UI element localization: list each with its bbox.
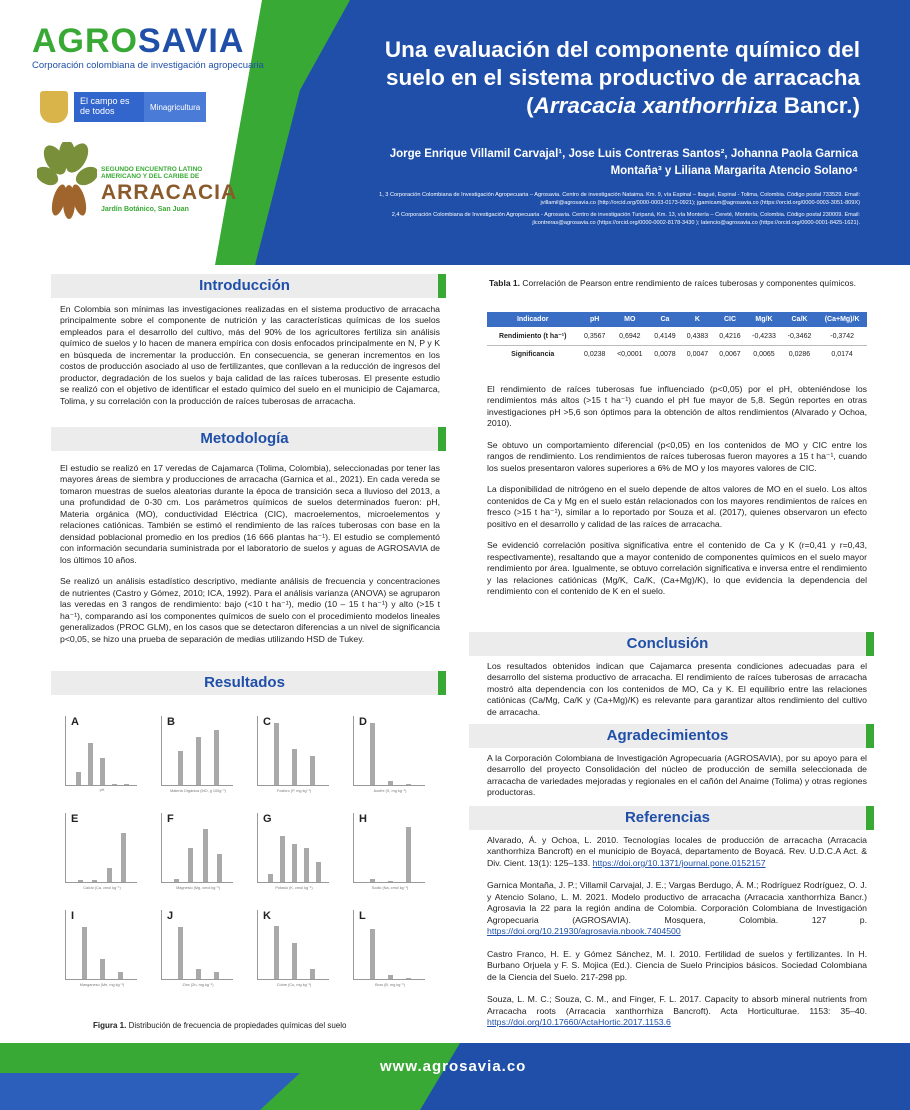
chart-bar (406, 978, 411, 979)
event-line: SEGUNDO ENCUENTRO LATINO AMERICANO Y DEL CARIBE DE (101, 166, 203, 181)
reference-3: Castro Franco, H. E. y Gómez Sánchez, M. I. 2010. Fertilidad de suelos y fertilizantes. In H. Burbano Orjuela y F. S. Mojica (Ed.). Ciencia de Suelo Principios básicos. Sociedad Colombiana de la Ciencia del Suelo. 217-298 pp. (487, 948, 867, 982)
intro-heading: Introducción (51, 274, 446, 298)
chart-bar (292, 844, 297, 882)
discussion-paragraph-1: El rendimiento de raíces tuberosas fue influenciado (p<0,05) por el pH, obteniéndose los rendimientos más altos (>15 t ha⁻¹) cuando el pH fue mayor de 5,8. Según reportes en otras investigaciones pH >5,6 son óptimos para la obtención de altos rendimientos (Alvarado y Ochoa, 2010). (487, 384, 867, 429)
chart-bar (196, 969, 201, 979)
table-cell: 0,0286 (788, 351, 811, 358)
figure-panel-d (341, 712, 427, 792)
figure-panel-h (341, 809, 427, 889)
table-cell: 0,4216 (714, 327, 747, 346)
table-header-8: (Ca+Mg)/K (817, 312, 867, 327)
table-header-5: CIC (714, 312, 747, 327)
panel-letter: E (71, 813, 79, 825)
table-cell: 0,6942 (611, 327, 649, 346)
table-cell: 0,0065 (753, 351, 775, 358)
results-heading: Resultados (51, 671, 446, 695)
chart-bar (196, 737, 201, 785)
figure-panel-k (245, 906, 331, 986)
chart-bar (214, 972, 219, 979)
table-header-7: Ca/K (782, 312, 818, 327)
discussion-text (487, 384, 867, 608)
table-row (487, 346, 867, 364)
panel-letter: G (263, 813, 272, 825)
panel-letter: A (71, 716, 79, 728)
arracacha-plant-icon (37, 142, 97, 220)
affiliation-1: 1, 3 Corporación Colombiana de Investigación Agropecuaria – Agrosavia. Centro de investigación Nataima. Km. 9, vía Espinal – Ibagué, Espinal - Tolima, Colombia. Código postal 733529. Email: jvillamil@agrosavia.co (http://orcid.org/0000-0003-0173-0921); jgarnicam@agrosavia.co (https://orcid.org/0000-0003-3051-809X) (379, 192, 860, 206)
panel-letter: K (263, 910, 271, 922)
chart-bar (118, 972, 123, 979)
table-cell: 0,3567 (578, 327, 611, 346)
panel-x-label: Cobre (Cu, mg kg⁻¹) (276, 983, 312, 987)
chart-bar (100, 959, 105, 979)
table-cell: -0,3462 (782, 327, 818, 346)
thanks-heading: Agradecimientos (469, 724, 874, 748)
footer-url[interactable]: www.agrosavia.co (380, 1058, 527, 1075)
discussion-paragraph-4: Se evidenció correlación positiva significativa entre el contenido de Ca y K (r=0,41 y r=0,43, respectivamente), resaltando que a mayor contenido de componentes químicos en el suelo mayor rendimiento por área. Igualmente, se obtuvo correlación significativa e inversa entre el rendimiento y las relaciones catiónicas (Mg/K, Ca/K, (Ca+Mg)/K), lo que evidencia la dependencia del rendimiento con el contenido de K en el suelo. (487, 540, 867, 597)
figure-panel-a (53, 712, 139, 792)
panel-letter: H (359, 813, 367, 825)
reference-1-link[interactable]: https://doi.org/10.1371/journal.pone.0152157 (592, 857, 766, 868)
panel-letter: B (167, 716, 175, 728)
gov-ministry: Minagricultura (144, 92, 206, 122)
table-cell: Rendimiento (t ha⁻¹) (487, 327, 578, 346)
reference-4-link[interactable]: https://doi.org/10.17660/ActaHortic.2017.1153.6 (487, 1017, 671, 1028)
table-cell: 0,0078 (654, 351, 676, 358)
chart-bar (76, 772, 81, 785)
figure-1 (53, 712, 433, 1022)
panel-x-label: Fosforo (P, mg kg⁻¹) (276, 789, 312, 793)
chart-bar (82, 927, 87, 979)
table-cell: 0,4149 (649, 327, 682, 346)
event-name: ARRACACIA (101, 181, 238, 204)
panel-letter: J (167, 910, 174, 922)
conclusion-text: Los resultados obtenidos indican que Cajamarca presenta condiciones adecuadas para el desarrollo del sistema productivo de arracacha. El rendimiento de raíces tuberosas de arracacha mostró alta dependencia con los contenidos de MO, Ca y K. El equilibrio entre las relaciones catiónicas (Ca/Mg, Ca/K y (Ca+Mg)/K) es relevante para garantizar altos rendimiento del cultivo de arracacha. (487, 661, 867, 717)
chart-bar (310, 756, 315, 785)
table-header-1: pH (578, 312, 611, 327)
table-cell: 0,4383 (681, 327, 714, 346)
table-header-0: Indicador (487, 312, 578, 327)
chart-bar (310, 969, 315, 979)
chart-bar (88, 743, 93, 785)
chart-bar (100, 758, 105, 785)
methods-paragraph-2: Se realizó un análisis estadístico descriptivo, mediante análisis de frecuencia y concentraciones de nutrientes (Castro y Gómez, 2010; ICA, 1992). Para el análisis varianza (ANOVA) se agruparon las veredas en 3 rangos de rendimiento: bajo (<10 t ha⁻¹), medio (10 – 15 t ha⁻¹) y alto (>15 t ha⁻¹), comparando así los componentes químicos de suelo con el procedimiento modelos lineales generalizados (PROC GLM), en los casos que se detectaron diferencias a un nivel de significancia p<0,05, se hizo una prueba de separación de medias utilizando HSD de Tukey. (60, 576, 440, 644)
figure-panel-l (341, 906, 427, 986)
chart-bar (292, 749, 297, 785)
panel-letter: L (359, 910, 366, 922)
chart-bar (78, 880, 83, 882)
table-cell: 0,0067 (719, 351, 741, 358)
reference-4: Souza, L. M. C.; Souza, C. M., and Finger, F. L. 2017. Capacity to absorb mineral nutrients from Arracacha roots (Arracacia xanthorrhiza Bancroft). Acta Horticulturae. 1153: 35–40. https://doi.org/10.17660/ActaHortic.2017.1153.6 (487, 994, 867, 1028)
chart-bar (188, 848, 193, 882)
panel-letter: D (359, 716, 367, 728)
figure-panel-e (53, 809, 139, 889)
reference-1: Alvarado, Á. y Ochoa, L. 2010. Tecnologías locales de producción de arracacha (Arracacia xanthorrhiza Bancroft) en el municipio de Boyacá, departamento de Boyacá. Rev. U.D.C.A Act. & Div. Cient. 13(1): 125–133. https://doi.org/10.1371/journal.pone.0152157 (487, 835, 867, 868)
agrosavia-logo: AGROSAVIA (32, 22, 245, 60)
panel-x-label: Calcio (Ca, cmol kg⁻¹) (83, 886, 121, 890)
chart-bar (121, 833, 126, 882)
chart-bar (274, 926, 279, 979)
chart-bar (316, 862, 321, 882)
references-list (487, 835, 867, 1040)
colombia-shield-icon (40, 91, 68, 123)
chart-bar (280, 836, 285, 882)
affiliation-2: 2,4 Corporación Colombiana de Investigación Agropecuaria - Agrosavia. Centro de investigación Turipaná, Km. 13, vía Montería – Cereté, Montería, Colombia. Código postal 230009. Email: jlcontreras@agrosavia.co (https://orcid.org/0000-0002-8178-3430 ); latencio@agrosavia.co (https://orcid.org/0000-0001-8425-1621). (391, 212, 860, 226)
discussion-paragraph-3: La disponibilidad de nitrógeno en el suelo depende de altos valores de MO en el suelo. Los altos contenidos de Ca y Mg en el suelo están relacionados con los mayores rendimientos de raíces en fresco (>15 t ha⁻¹), similar a lo reportado por Souza et al. (2017), quienes observaron un efecto positivo en el desarrollo y calidad de las raíces de arracacha. (487, 484, 867, 529)
chart-bar (112, 784, 117, 785)
gov-logo (40, 87, 232, 127)
table-caption: Tabla 1. Correlación de Pearson entre rendimiento de raíces tuberosas y componentes químicos. (489, 278, 856, 288)
table-row (487, 327, 867, 346)
chart-bar (92, 880, 97, 882)
poster-title: Una evaluación del componente químico del suelo en el sistema productivo de arracacha (Arracacia xanthorrhiza Bancr.) (384, 37, 860, 119)
chart-bar (292, 943, 297, 979)
event-logo (33, 140, 238, 220)
figure-panel-b (149, 712, 235, 792)
correlation-table (487, 312, 867, 363)
methods-paragraph-1: El estudio se realizó en 17 veredas de Cajamarca (Tolima, Colombia), seleccionadas por tener las mayores áreas de siembra y producciones de arracacha (Garnica et al., 2021). En cada vereda se tomaron muestras de suelos aleatorias durante la época de transición seca a lluvioso del 2013, a una profundidad de 0-30 cm. Los parámetros químicos de suelos determinados fueron: pH, Materia orgánica (MO), conductividad Eléctrica (CIC), macroelementos, microelementos y relaciones catiónicas. También se estimó el rendimiento de las raíces tuberosas con base en la densidad poblacional promedio en los predios (16 666 plantas ha⁻¹). El estudio se complementó con información secundaria suministrada por el laboratorio de suelos y aguas de AGROSAVIA de los últimos 10 años. (60, 463, 440, 565)
chart-bar (388, 781, 393, 785)
table-header-3: Ca (649, 312, 682, 327)
thanks-text: A la Corporación Colombiana de Investigación Agropecuaria (AGROSAVIA), por su apoyo para el desarrollo del proyecto Consolidación del núcleo de producción de semilla seleccionada de arracacha de variedades mejoradas y regionales en el cañón del Anaime (Tolima) y otras regiones productoras. (487, 753, 867, 798)
table-cell: Significancia (511, 351, 555, 358)
table-cell: <0,0001 (617, 351, 643, 358)
figure-panel-g (245, 809, 331, 889)
figure-panel-f (149, 809, 235, 889)
reference-2: Garnica Montaña, J. P.; Villamil Carvajal, J. E.; Vargas Berdugo, Á. M.; Rodríguez Rodríguez, O. J. y Atencio Solano, L. M. 2021. Modelo productivo de arracacha (Arracacia xanthorrhiza Bancr.) Agrosavia la 22 para la región andina de Colombia. Corporación Colombiana de Investigación Agropecuaria (AGROSAVIA). Mosquera, Colombia. 127 p. https://doi.org/10.21930/agrosavia.nbook.7404500 (487, 880, 867, 937)
panel-letter: F (167, 813, 174, 825)
chart-bar (274, 723, 279, 785)
conclusion-heading: Conclusión (469, 632, 874, 656)
chart-bar (203, 829, 208, 882)
panel-x-label: Boro (B, mg kg⁻¹) (375, 983, 405, 987)
chart-bar (214, 730, 219, 785)
figure-panel-c (245, 712, 331, 792)
table-cell: 0,0238 (583, 351, 606, 358)
panel-letter: I (71, 910, 75, 922)
figure-panel-i (53, 906, 139, 986)
chart-bar (304, 848, 309, 882)
references-heading: Referencias (469, 806, 874, 830)
event-place: Jardín Botánico, San Juan (101, 206, 189, 213)
table-header-2: MO (611, 312, 649, 327)
panel-x-label: Sodio (Na, cmol kg⁻¹) (371, 886, 409, 890)
table-cell: 0,0047 (686, 351, 709, 358)
panel-x-label: pH (99, 788, 105, 792)
chart-bar (268, 874, 273, 882)
chart-bar (178, 751, 183, 785)
table-header-4: K (681, 312, 714, 327)
panel-x-label: Manganeso (Mn, mg kg⁻¹) (79, 983, 125, 987)
table-cell: 0,0174 (831, 351, 853, 358)
logo-subtitle: Corporación colombiana de investigación agropecuaria (32, 60, 264, 71)
panel-axes (65, 910, 137, 980)
chart-bar (388, 975, 393, 979)
panel-x-label: Magnesio (Mg, cmol kg⁻¹) (176, 886, 220, 890)
figure-panel-j (149, 906, 235, 986)
panel-x-label: Zinc (Zn, mg kg⁻¹) (182, 983, 214, 987)
methods-text (60, 463, 440, 655)
affiliations (340, 192, 860, 232)
panel-letter: C (263, 716, 271, 728)
chart-bar (217, 854, 222, 882)
table-header-6: Mg/K (746, 312, 782, 327)
chart-bar (174, 879, 179, 882)
gov-slogan: El campo es de todos (80, 96, 130, 116)
methods-heading: Metodología (51, 427, 446, 451)
chart-bar (388, 881, 393, 882)
table-cell: -0,4233 (746, 327, 782, 346)
panel-x-label: Materia Orgánica (MO, g 100g⁻¹) (170, 789, 226, 793)
intro-text: En Colombia son mínimas las investigaciones realizadas en el sistema productivo de arracacha principalmente sobre el componente de nutrición y las características químicas de los suelos empleados para el desarrollo del cultivo, más del 90% de los agricultores fertiliza sin análisis químico de suelos y lo hacen de manera empírica con dosis enfocados principalmente en N, P y K en búsqueda de incrementar la producción. En consecuencia, se generan incrementos en los costos de producción asociado al uso de fertilizantes, que conllevan a la reducción de ingresos del productor, degradación de los suelos y baja calidad de las raíces tuberosas. El presente estudio se realizó con el objetivo de identificar el estado químico del suelo en el municipio de Cajamarca, Tolima, y su correlación con la producción de raíces tuberosas de arracacha. (60, 304, 440, 406)
chart-bar (406, 784, 411, 785)
chart-bar (107, 868, 112, 882)
chart-bar (406, 827, 411, 882)
panel-x-label: Potasio (K, cmol kg⁻¹) (275, 886, 313, 890)
chart-bar (370, 723, 375, 785)
chart-bar (370, 929, 375, 979)
reference-2-link[interactable]: https://doi.org/10.21930/agrosavia.nbook.7404500 (487, 926, 681, 937)
chart-bar (124, 784, 129, 785)
chart-bar (178, 927, 183, 979)
table-cell: -0,3742 (817, 327, 867, 346)
discussion-paragraph-2: Se obtuvo un comportamiento diferencial (p<0,05) en los contenidos de MO y CIC entre los rangos de rendimiento. Los rendimientos de raíces tuberosas fueron mayores a 15 t ha⁻¹, cuando los suelos presentaron valores superiores a 6% de MO y los mayores valores de CIC. (487, 439, 867, 473)
panel-x-label: Azufre (S, mg kg⁻¹) (373, 789, 407, 793)
chart-bar (370, 879, 375, 882)
figure-caption: Figura 1. Distribución de frecuencia de propiedades químicas del suelo (93, 1021, 347, 1030)
authors: Jorge Enrique Villamil Carvajal¹, Jose Luis Contreras Santos², Johanna Paola Garnica Montaña³ y Liliana Margarita Atencio Solano⁴ (389, 148, 858, 177)
